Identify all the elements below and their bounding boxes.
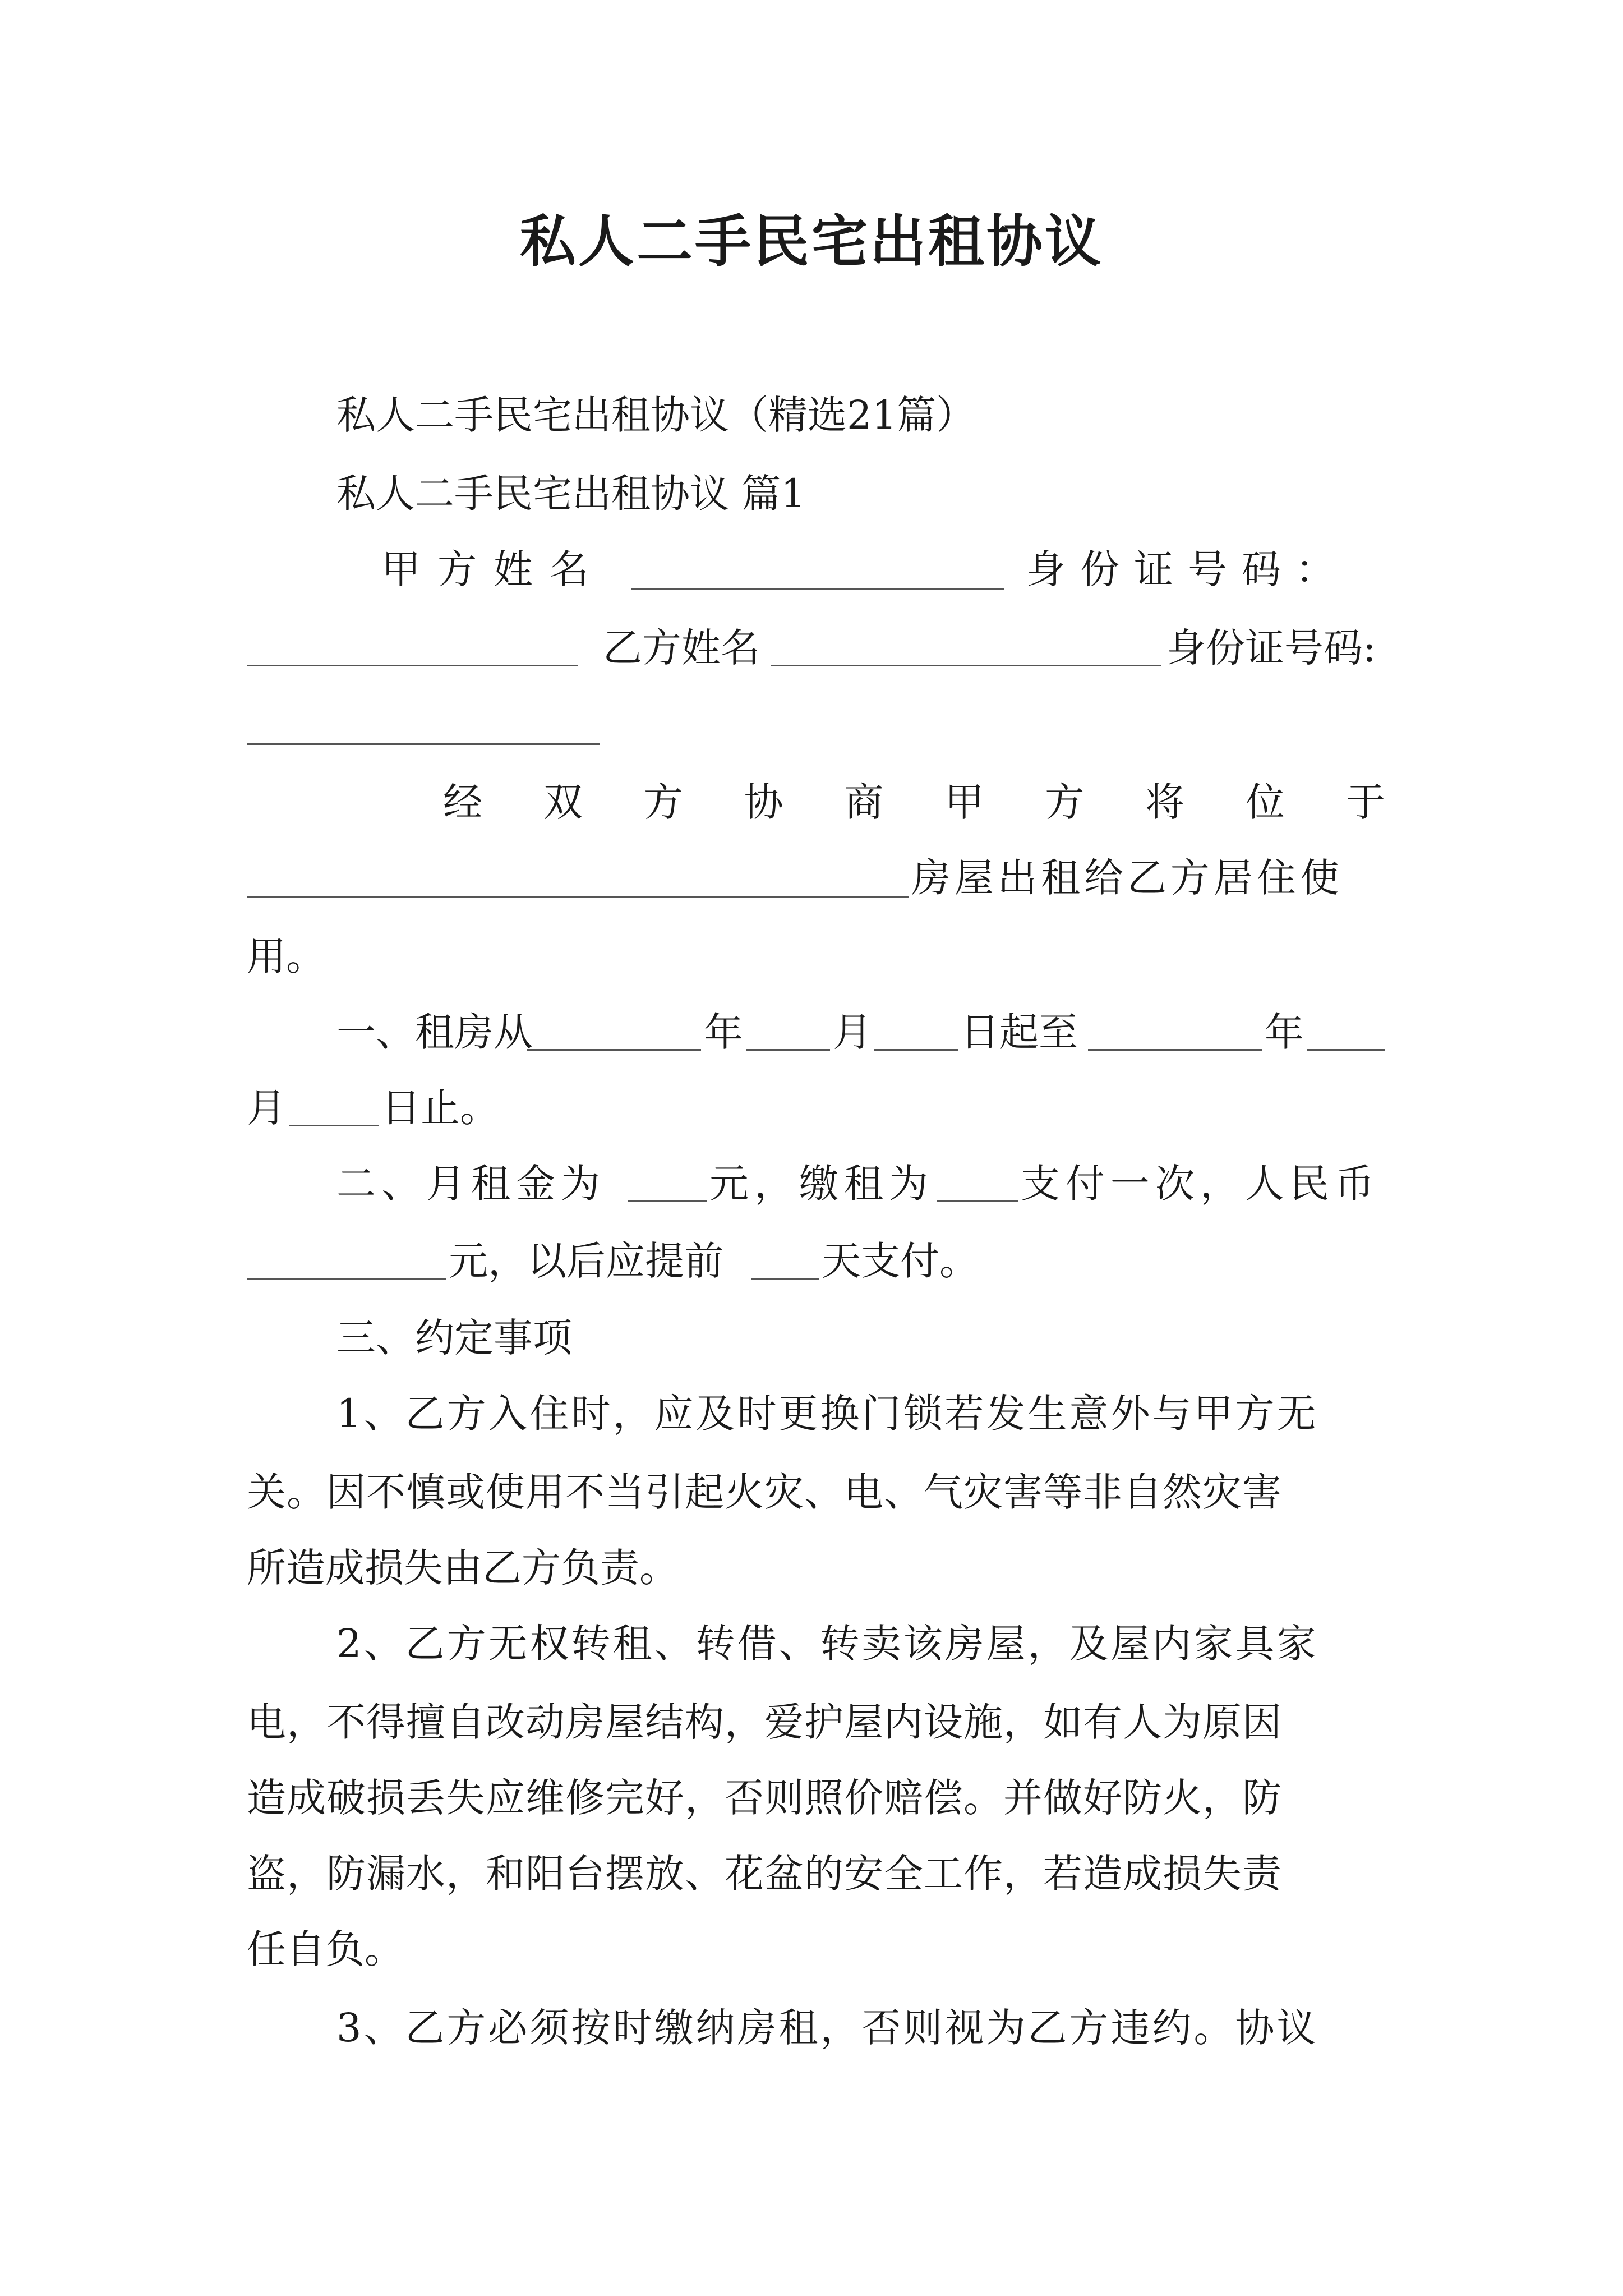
year-label: 年: [704, 1009, 743, 1055]
end-day-blank[interactable]: [289, 1125, 379, 1126]
item2-line4: 盗，防漏水，和阳台摆放、花盆的安全工作，若造成损失责: [247, 1851, 1282, 1897]
rent-to: 房屋出租给乙方居住使: [911, 855, 1343, 901]
days-pay: 天支付。: [822, 1238, 979, 1284]
day-from-label: 日起至: [960, 1009, 1078, 1055]
use-end: 用。: [247, 933, 325, 979]
party-a-id-blank[interactable]: [247, 665, 578, 666]
yuan-later: 元，以后应提前: [449, 1238, 723, 1284]
pay-once: 支付一次，人民币: [1021, 1161, 1380, 1207]
pay-period-blank[interactable]: [937, 1200, 1018, 1202]
item2-line1: 2、乙方无权转租、转借、转卖该房屋，及屋内家具家: [336, 1621, 1318, 1667]
party-a-name-label: 甲 方 姓 名: [381, 546, 606, 592]
clause1-start: 一、租房从: [336, 1009, 533, 1055]
month2-label: 月: [247, 1085, 286, 1131]
end-year-blank[interactable]: [1088, 1049, 1262, 1051]
month-label: 月: [833, 1009, 872, 1055]
location-blank[interactable]: [247, 896, 909, 898]
item2-line2: 电，不得擅自改动房屋结构，爱护屋内设施，如有人为原因: [247, 1699, 1282, 1745]
start-day-blank[interactable]: [874, 1049, 958, 1051]
monthly-rent-blank[interactable]: [628, 1200, 707, 1202]
day-end-label: 日止。: [381, 1085, 499, 1131]
section-heading: 私人二手民宅出租协议 篇1: [336, 471, 806, 517]
item1-line2: 关。因不慎或使用不当引起火灾、电、气灾害等非自然灾害: [247, 1469, 1282, 1515]
item3-line1: 3、乙方必须按时缴纳房租，否则视为乙方违约。协议: [336, 2005, 1318, 2051]
year2-label: 年: [1265, 1009, 1304, 1055]
subtitle: 私人二手民宅出租协议（精选21篇）: [336, 392, 976, 438]
party-a-name-blank[interactable]: [631, 588, 1004, 590]
party-b-name-label: 乙方姓名: [603, 625, 760, 671]
clause2-start: 二、月租金为: [336, 1161, 606, 1207]
item2-line5: 任自负。: [247, 1926, 404, 1972]
item1-line1: 1、乙方入住时，应及时更换门锁若发生意外与甲方无: [336, 1391, 1318, 1437]
item2-line3: 造成破损丢失应维修完好，否则照价赔偿。并做好防火，防: [247, 1775, 1282, 1821]
rmb-amount-blank[interactable]: [247, 1278, 446, 1280]
id-label-1: 身份证号码：: [1026, 546, 1349, 592]
end-month-blank[interactable]: [1307, 1049, 1385, 1051]
start-month-blank[interactable]: [746, 1049, 830, 1051]
start-year-blank[interactable]: [527, 1049, 701, 1051]
document-title: 私人二手民宅出租协议: [520, 208, 1103, 274]
clause3-heading: 三、约定事项: [336, 1315, 572, 1361]
item1-line3: 所造成损失由乙方负责。: [247, 1545, 679, 1591]
agree-intro-text: 经 双 方 协 商 甲 方 将 位 于: [443, 779, 1385, 825]
id-label-2: 身份证号码:: [1166, 625, 1376, 671]
yuan-comma: 元，缴租为: [709, 1161, 934, 1207]
party-b-id-blank[interactable]: [247, 743, 600, 745]
days-ahead-blank[interactable]: [751, 1278, 819, 1280]
agree-intro: [443, 774, 1385, 830]
party-b-name-blank[interactable]: [771, 665, 1161, 666]
